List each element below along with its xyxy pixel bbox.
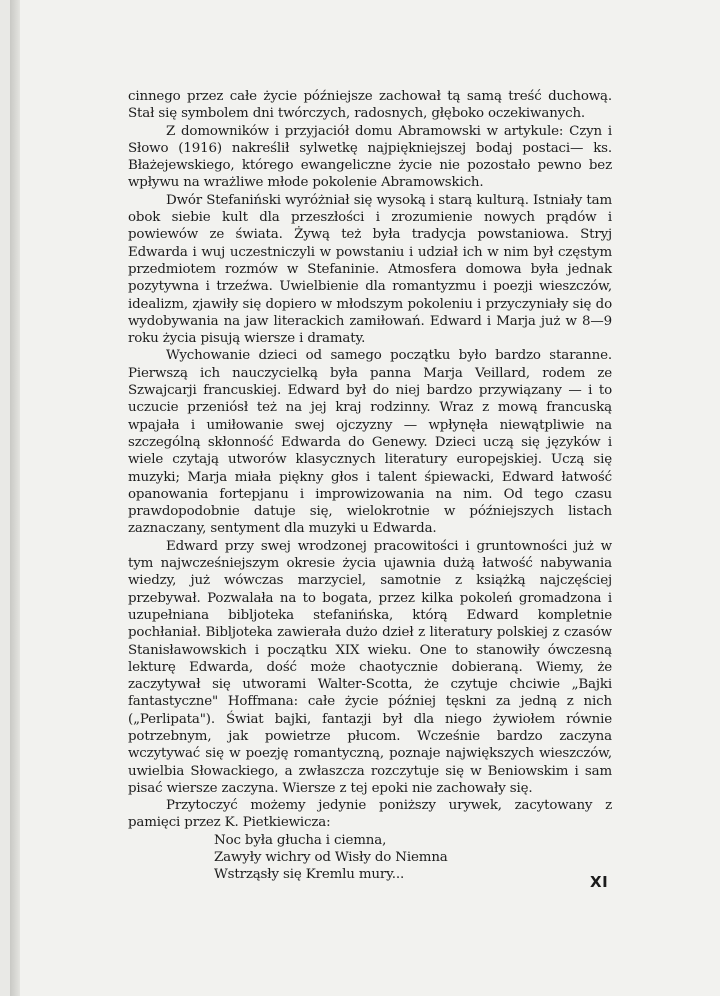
paragraph: Z domowników i przyjaciół domu Abramowski w artykule: Czyn i Słowo (1916) nakreślił sylwetkę najpiękniejszej bodaj postaci— ks. Błażejewskiego, którego ewangeliczne życie nie pozostało pewno bez wpływu na wrażliwe młode pokolenie Abramowskich. <box>128 123 612 191</box>
paragraph: Przytoczyć możemy jedynie poniższy urywek, zacytowany z pamięci przez K. Pietkiewicza: <box>128 798 612 831</box>
paragraph: Edward przy swej wrodzonej pracowitości i gruntowności już w tym najwcześniejszym okresie życia ujawnia dużą łatwość nabywania wiedzy, już wówczas marzyciel, samotnie z książką najczęściej przebywał. Pozwalała na to bogata, przez kilka pokoleń gromadzona i uzupełniana bibljoteka stefanińska, którą Edward kompletnie pochłaniał. Bibljoteka zawierała dużo dzieł z literatury polskiej z czasów Stanisławowskich i początku XIX wieku. One to stanowiły ówczesną lekturę Edwarda, dość może chaotycznie dobieraną. Wiemy, że zaczytywał się utworami Walter-Scotta, że czytuje chciwie „Bajki fantastyczne" Hoffmana: całe życie później tęskni za jedną z nich („Perlipata"). Świat bajki, fantazji był dla niego żywiołem równie potrzebnym, jak powietrze płucom. Wcześnie bardzo zaczyna wczytywać się w poezję romantyczną, poznaje największych wieszczów, uwielbia Słowackiego, a zwłaszcza rozczytuje się w Beniowskim i sam pisać wiersze zaczyna. Wiersze z tej epoki nie zachowały się. <box>128 538 612 796</box>
paragraph: Dwór Stefaniński wyróżniał się wysoką i starą kulturą. Istniały tam obok siebie kult dla przeszłości i zrozumienie nowych prądów i powiewów ze świata. Żywą też była tradycja powstaniowa. Stryj Edwarda i wuj uczestniczyli w powstaniu i udział ich w nim był częstym przedmiotem rozmów w Stefaninie. Atmosfera domowa była jednak pozytywna i trzeźwa. Uwielbienie dla romantyzmu i poezji wieszczów, idealizm, zjawiły się dopiero w młodszym pokoleniu i przyczyniały się do wydobywania na jaw literackich zamiłowań. Edward i Marja już w 8—9 roku życia pisują wiersze i dramaty. <box>128 192 612 347</box>
verse-line: Wstrząsły się Kremlu mury... <box>214 867 405 883</box>
verse-line: Noc była głucha i ciemna, <box>214 832 387 848</box>
page-number: XI <box>590 873 609 891</box>
paragraph: Wychowanie dzieci od samego początku było bardzo staranne. Pierwszą ich nauczycielką była panna Marja Veillard, rodem ze Szwajcarji francuskiej. Edward był do niej bardzo przywiązany — i to uczucie przeniósł też na jej kraj rodzinny. Wraz z mową francuską wpajała i umiłowanie swej ojczyzny — wpłynęła niewątpliwie na szczególną skłonność Edwarda do Genewy. Dzieci uczą się języków i wiele czytają utworów klasycznych literatury europejskiej. Uczą się muzyki; Marja miała piękny głos i talent śpiewacki, Edward łatwość opanowania fortepjanu i improwizowania na nim. Od tego czasu prawdopodobnie datuje się, wielokrotnie w późniejszych listach zaznaczany, sentyment dla muzyki u Edwarda. <box>128 348 612 537</box>
verse-line: Zawyły wichry od Wisły do Niemna <box>214 850 448 866</box>
body-text <box>128 88 612 884</box>
book-page <box>10 0 720 996</box>
verse-quote <box>214 832 612 884</box>
paragraph: cinnego przez całe życie późniejsze zachował tą samą treść duchową. Stał się symbolem dni twórczych, radosnych, głęboko oczekiwanych. <box>128 89 612 122</box>
page-edge-shadow <box>10 0 20 996</box>
